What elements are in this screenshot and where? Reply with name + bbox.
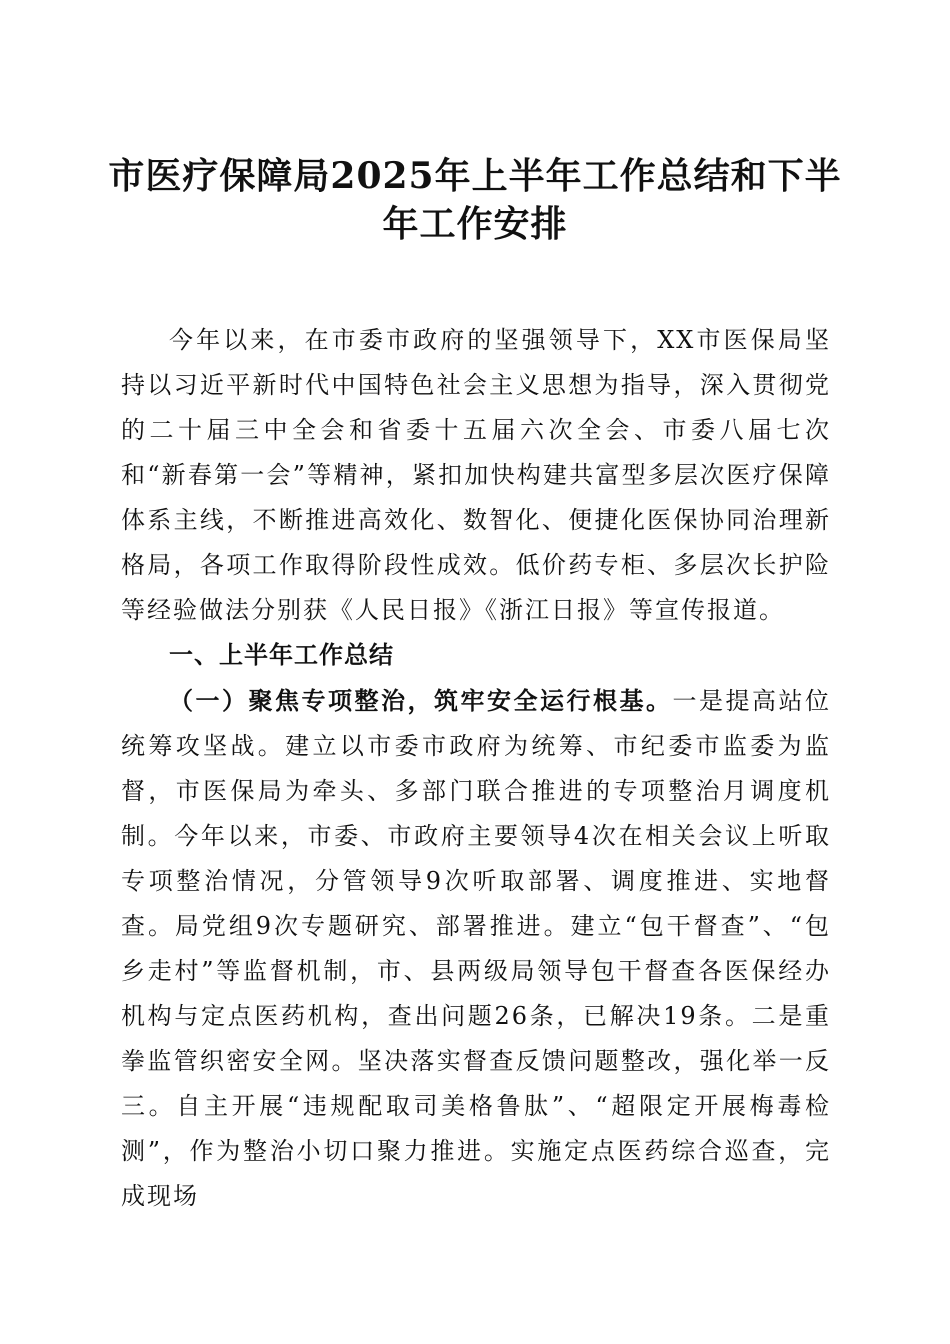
section-heading: 一、上半年工作总结 <box>169 641 394 669</box>
document-title: 市医疗保障局2025年上半年工作总结和下半年工作安排 <box>108 155 842 245</box>
intro-paragraph: 今年以来，在市委市政府的坚强领导下，XX市医保局坚持以习近平新时代中国特色社会主义思想为指导，深入贯彻党的二十届三中全会和省委十五届六次全会、市委八届七次和“新春第一会”等精神，紧扣加快构建共富型多层次医疗保障体系主线，不断推进高效化、数智化、便捷化医保协同治理新格局，各项工作取得阶段性成效。低价药专柜、多层次长护险等经验做法分别获《人民日报》《浙江日报》等宣传报道。 <box>121 326 831 624</box>
document-body <box>121 318 831 1219</box>
subsection-lead: （一）聚焦专项整治，筑牢安全运行根基。 <box>169 686 673 715</box>
subsection-paragraph <box>121 678 831 1219</box>
subsection-text: 一是提高站位统筹攻坚战。建立以市委市政府为统筹、市纪委市监委为监督，市医保局为牵头、多部门联合推进的专项整治月调度机制。今年以来，市委、市政府主要领导4次在相关会议上听取专项整治情况，分管领导9次听取部署、调度推进、实地督查。局党组9次专题研究、部署推进。建立“包干督查”、“包乡走村”等监督机制，市、县两级局领导包干督查各医保经办机构与定点医药机构，查出问题26条，已解决19条。二是重拳监管织密安全网。坚决落实督查反馈问题整改，强化举一反三。自主开展“违规配取司美格鲁肽”、“超限定开展梅毒检测”，作为整治小切口聚力推进。实施定点医药综合巡查，完成现场 <box>121 687 831 1210</box>
